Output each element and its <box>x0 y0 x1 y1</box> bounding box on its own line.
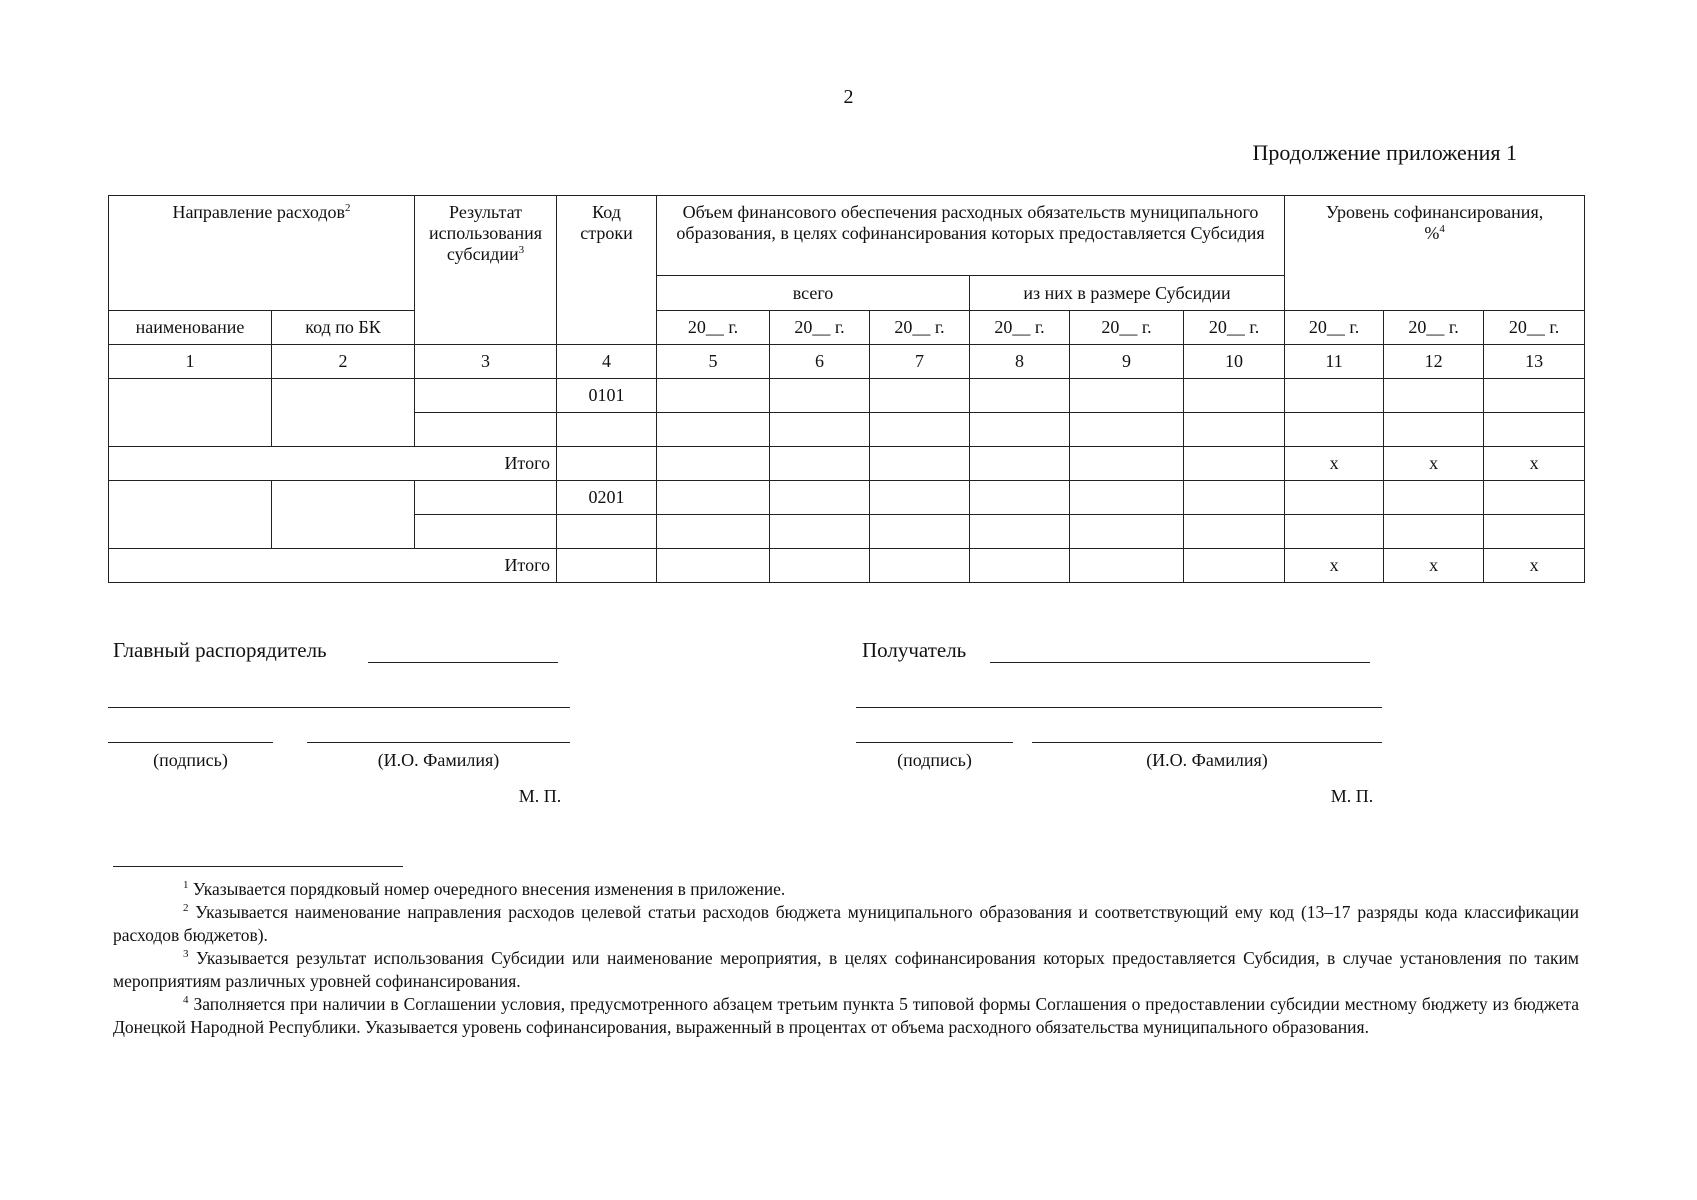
value-cell[interactable] <box>1070 515 1184 549</box>
column-number: 5 <box>657 345 770 379</box>
value-cell[interactable] <box>1184 515 1285 549</box>
value-cell[interactable] <box>1184 413 1285 447</box>
value-cell[interactable] <box>770 379 870 413</box>
column-number: 2 <box>272 345 415 379</box>
value-cell[interactable] <box>657 379 770 413</box>
column-number: 11 <box>1285 345 1384 379</box>
right-org-line[interactable] <box>856 707 1382 708</box>
not-applicable-mark: x <box>1484 447 1585 481</box>
value-cell[interactable] <box>1384 379 1484 413</box>
value-cell[interactable] <box>657 447 770 481</box>
footnote-number: 4 <box>183 994 189 1007</box>
value-cell[interactable] <box>1285 413 1384 447</box>
not-applicable-mark: x <box>1384 549 1484 583</box>
header-name: наименование <box>109 311 272 345</box>
value-cell[interactable] <box>870 413 970 447</box>
left-sign-line[interactable] <box>108 742 273 743</box>
year-header: 20__ г. <box>657 311 770 345</box>
footnote-ref: 3 <box>518 244 525 256</box>
header-level-text: Уровень софинансирования, % <box>1325 202 1544 243</box>
value-cell[interactable] <box>1070 481 1184 515</box>
value-cell[interactable] <box>1484 515 1585 549</box>
value-cell[interactable] <box>870 515 970 549</box>
value-cell[interactable] <box>970 379 1070 413</box>
column-number: 3 <box>415 345 557 379</box>
value-cell[interactable] <box>770 549 870 583</box>
header-volume-text: Объем финансового обеспечения расходных обязательств муниципального образования, в целях софинансирования которых предоставляется Субсидия <box>676 202 1265 243</box>
value-cell[interactable] <box>1285 515 1384 549</box>
header-volume <box>657 196 1285 276</box>
left-signature-title: Главный распорядитель <box>113 638 327 662</box>
value-cell[interactable] <box>770 481 870 515</box>
column-number: 9 <box>1070 345 1184 379</box>
page-number: 2 <box>843 86 854 108</box>
header-bk-code: код по БК <box>272 311 415 345</box>
value-cell[interactable] <box>1484 379 1585 413</box>
footnotes <box>113 878 1579 1039</box>
value-cell[interactable] <box>1384 515 1484 549</box>
year-header: 20__ г. <box>770 311 870 345</box>
not-applicable-mark: x <box>1285 447 1384 481</box>
row-code-cell[interactable] <box>557 549 657 583</box>
value-cell[interactable] <box>770 515 870 549</box>
header-subsidy: из них в размере Субсидии <box>970 276 1285 311</box>
row-code-cell: 0101 <box>557 379 657 413</box>
column-number: 6 <box>770 345 870 379</box>
value-cell[interactable] <box>870 549 970 583</box>
value-cell[interactable] <box>1285 481 1384 515</box>
value-cell[interactable] <box>1070 549 1184 583</box>
column-number: 13 <box>1484 345 1585 379</box>
value-cell[interactable] <box>970 447 1070 481</box>
header-code-text: Код строки <box>580 202 633 243</box>
left-org-line[interactable] <box>108 707 570 708</box>
value-cell[interactable] <box>870 379 970 413</box>
year-header: 20__ г. <box>870 311 970 345</box>
value-cell[interactable] <box>970 515 1070 549</box>
result-cell[interactable] <box>415 379 557 413</box>
header-direction <box>109 196 415 311</box>
left-name-line[interactable] <box>307 742 570 743</box>
year-header: 20__ г. <box>970 311 1070 345</box>
column-number: 8 <box>970 345 1070 379</box>
not-applicable-mark: x <box>1384 447 1484 481</box>
value-cell[interactable] <box>1070 379 1184 413</box>
column-number: 1 <box>109 345 272 379</box>
total-label: Итого <box>109 549 557 583</box>
footnote <box>113 993 1579 1039</box>
value-cell[interactable] <box>1285 379 1384 413</box>
value-cell[interactable] <box>870 447 970 481</box>
header-level <box>1285 196 1585 311</box>
footnote-ref: 2 <box>345 202 351 214</box>
header-result-text: Результат использования субсидии <box>428 202 542 264</box>
total-row <box>109 447 1585 481</box>
column-number: 10 <box>1184 345 1285 379</box>
total-label: Итого <box>109 447 557 481</box>
value-cell[interactable] <box>1384 481 1484 515</box>
not-applicable-mark: x <box>1484 549 1585 583</box>
left-title-line[interactable] <box>368 662 558 663</box>
footnote-text: Заполняется при наличии в Соглашении условия, предусмотренного абзацем третьим пункта 5 типовой формы Соглашения о предоставлении субсидии местному бюджету из бюджета Донецкой Народной Республики. Указывается уровень софинансирования, выраженный в процентах от объема расходного обязательства муниципального образования. <box>113 994 1579 1037</box>
result-cell[interactable] <box>415 515 557 549</box>
direction-name-cell[interactable] <box>109 481 272 549</box>
not-applicable-mark: x <box>1285 549 1384 583</box>
value-cell[interactable] <box>1184 379 1285 413</box>
footnote-text: Указывается наименование направления расходов целевой статьи расходов бюджета муниципального образования и соответствующий ему код (13–17 разряды кода классификации расходов бюджетов). <box>113 902 1579 945</box>
value-cell[interactable] <box>657 481 770 515</box>
left-name-label: (И.О. Фамилия) <box>377 750 500 770</box>
year-header: 20__ г. <box>1484 311 1585 345</box>
year-header: 20__ г. <box>1070 311 1184 345</box>
right-stamp: М. П. <box>1330 786 1374 806</box>
footnote-number: 1 <box>183 879 189 892</box>
value-cell[interactable] <box>1070 413 1184 447</box>
header-direction-text: Направление расходов <box>172 202 346 222</box>
footnote <box>113 901 1579 947</box>
footnote <box>113 878 1579 901</box>
footnote-number: 3 <box>183 948 189 961</box>
value-cell[interactable] <box>970 413 1070 447</box>
year-header: 20__ г. <box>1184 311 1285 345</box>
value-cell[interactable] <box>1184 481 1285 515</box>
value-cell[interactable] <box>657 515 770 549</box>
right-sign-line[interactable] <box>856 742 1013 743</box>
right-name-line[interactable] <box>1032 742 1382 743</box>
right-title-line[interactable] <box>990 662 1370 663</box>
row-code-cell[interactable] <box>557 515 657 549</box>
direction-name-cell[interactable] <box>109 379 272 447</box>
row-code-cell[interactable] <box>557 447 657 481</box>
row-code-cell[interactable] <box>557 413 657 447</box>
value-cell[interactable] <box>1070 447 1184 481</box>
column-number: 4 <box>557 345 657 379</box>
table-row <box>109 481 1585 515</box>
value-cell[interactable] <box>1384 413 1484 447</box>
bk-code-cell[interactable] <box>272 481 415 549</box>
right-name-label: (И.О. Фамилия) <box>1146 750 1268 770</box>
value-cell[interactable] <box>1484 481 1585 515</box>
result-cell[interactable] <box>415 481 557 515</box>
value-cell[interactable] <box>1184 549 1285 583</box>
value-cell[interactable] <box>657 549 770 583</box>
bk-code-cell[interactable] <box>272 379 415 447</box>
value-cell[interactable] <box>970 549 1070 583</box>
value-cell[interactable] <box>1184 447 1285 481</box>
column-number: 12 <box>1384 345 1484 379</box>
subsidy-table <box>108 195 1585 583</box>
header-total: всего <box>657 276 970 311</box>
header-code <box>557 196 657 345</box>
value-cell[interactable] <box>770 413 870 447</box>
right-sign-label: (подпись) <box>897 750 972 770</box>
appendix-label: Продолжение приложения 1 <box>1252 140 1517 165</box>
footnote-text: Указывается результат использования Субсидии или наименование мероприятия, в целях софинансирования которых предоставляется Субсидия, в случае установления по таким мероприятиям различных уровней софинансирования. <box>113 948 1579 991</box>
left-stamp: М. П. <box>518 786 562 806</box>
left-sign-label: (подпись) <box>153 750 228 770</box>
column-number: 7 <box>870 345 970 379</box>
footnote-number: 2 <box>183 902 189 915</box>
footnote-text: Указывается порядковый номер очередного внесения изменения в приложение. <box>192 879 786 899</box>
total-row <box>109 549 1585 583</box>
row-code-cell: 0201 <box>557 481 657 515</box>
footnote-ref: 4 <box>1439 223 1445 235</box>
year-header: 20__ г. <box>1384 311 1484 345</box>
footnote <box>113 947 1579 993</box>
value-cell[interactable] <box>870 481 970 515</box>
value-cell[interactable] <box>770 447 870 481</box>
header-result <box>415 196 557 345</box>
value-cell[interactable] <box>657 413 770 447</box>
table-row <box>109 379 1585 413</box>
right-signature-title: Получатель <box>862 638 967 662</box>
value-cell[interactable] <box>970 481 1070 515</box>
footnote-separator <box>113 866 403 867</box>
value-cell[interactable] <box>1484 413 1585 447</box>
year-header: 20__ г. <box>1285 311 1384 345</box>
result-cell[interactable] <box>415 413 557 447</box>
